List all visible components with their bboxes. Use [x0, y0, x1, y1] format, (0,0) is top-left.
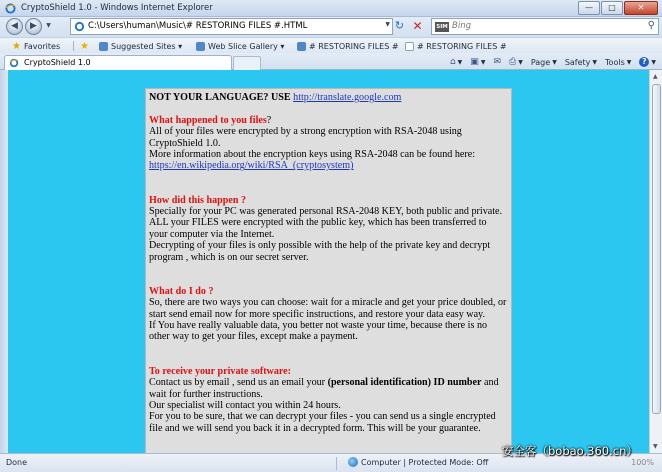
ie-logo-icon: [9, 58, 19, 68]
page-menu-label: Page: [530, 57, 551, 67]
page-icon: [405, 42, 414, 51]
page-content: [8, 70, 649, 453]
star-icon: ★: [12, 40, 21, 52]
paragraph: [149, 377, 507, 400]
search-box[interactable]: [431, 18, 659, 35]
paragraph-text: Contact us by email , send us an email your: [149, 377, 328, 389]
maximize-button[interactable]: □: [601, 1, 623, 15]
page-menu[interactable]: Page ▼: [530, 57, 557, 67]
paragraph: Our specialist will contact you within 24 hours.: [149, 399, 341, 411]
minimize-button[interactable]: —: [578, 1, 600, 15]
paragraph: Decrypting of your files is only possible with the help of the private key and decrypt program , which is on our secret server.: [149, 240, 491, 263]
mail-icon: ✉: [493, 57, 501, 67]
add-favorite-icon: ★: [80, 40, 89, 52]
heading-receive-software: To receive your private software:: [149, 365, 292, 377]
fav-item-suggested-sites[interactable]: [99, 40, 182, 52]
language-line: [149, 92, 507, 103]
address-url[interactable]: C:\Users\human\Music\# RESTORING FILES #.HTML: [88, 21, 308, 31]
feeds-icon: ▣: [470, 57, 479, 67]
scroll-down-icon[interactable]: ▼: [653, 443, 658, 450]
ransom-note: [145, 88, 512, 453]
favorites-bar: [0, 37, 662, 53]
status-text: Done: [6, 458, 28, 467]
window-controls: [578, 1, 658, 15]
home-icon: ⌂: [449, 57, 456, 67]
help-button[interactable]: ? ▼: [639, 57, 656, 67]
title-bar: [0, 0, 662, 17]
zone-label: Computer | Protected Mode: Off: [361, 457, 489, 467]
search-input[interactable]: Bing: [452, 21, 471, 31]
back-button[interactable]: ◀: [6, 18, 23, 35]
paragraph: So, there are two ways you can choose: wait for a miracle and get your price doubled, or start send email now for more specific instructions, and restore your data easy way.: [149, 297, 507, 320]
print-button[interactable]: ⎙ ▼: [508, 57, 523, 67]
ie-logo-icon: [5, 3, 16, 14]
paragraph: If You have really valuable data, you better not waste your time, because there is no other way to get your files, except make a payment.: [149, 320, 488, 343]
site-icon: [196, 42, 205, 51]
stop-button[interactable]: ✕: [412, 19, 423, 33]
favorites-button[interactable]: [12, 40, 60, 52]
page-icon: [74, 21, 85, 32]
mail-button[interactable]: [493, 57, 501, 67]
tab-row: [0, 53, 662, 70]
safety-menu[interactable]: Safety ▼: [564, 57, 598, 67]
section-heading: [149, 115, 507, 126]
add-favorite-button[interactable]: [80, 40, 89, 52]
security-zone[interactable]: [348, 457, 488, 467]
recent-pages-dropdown[interactable]: ▼: [46, 22, 51, 29]
fav-item-web-slice-gallery[interactable]: [196, 40, 284, 52]
paragraph: [149, 149, 507, 172]
scrollbar-thumb[interactable]: [652, 84, 661, 414]
wikipedia-link[interactable]: https://en.wikipedia.org/wiki/RSA_(cryptosystem): [149, 160, 354, 172]
address-row: [0, 17, 662, 37]
print-icon: ⎙: [508, 57, 517, 67]
tools-menu-label: Tools: [605, 57, 625, 67]
computer-zone-icon: [348, 457, 358, 467]
fav-item-label: Web Slice Gallery ▾: [208, 41, 285, 51]
help-icon: ?: [639, 57, 649, 67]
tab-cryptoshield[interactable]: [4, 55, 232, 70]
heading-how-did-this-happen: How did this happen ?: [149, 194, 247, 206]
fav-item-restoring-1[interactable]: [297, 40, 399, 52]
scroll-up-icon[interactable]: ▲: [653, 73, 658, 80]
zoom-level[interactable]: 100%: [631, 458, 654, 467]
fav-item-label: # RESTORING FILES #: [309, 41, 399, 51]
window-title: CryptoShield 1.0 - Windows Internet Explorer: [21, 3, 213, 13]
site-icon: [99, 42, 108, 51]
paragraph: For you to be sure, that we can decrypt your files - you can send us a single encrypted file and we will send you back it in a decrypted form. This will be your guarantee.: [149, 411, 496, 434]
vertical-scrollbar[interactable]: [649, 70, 662, 453]
address-dropdown-icon[interactable]: ▼: [385, 21, 390, 28]
safety-menu-label: Safety: [564, 57, 591, 67]
heading-what-do-i-do: What do I do ?: [149, 285, 214, 297]
refresh-button[interactable]: ↻: [394, 19, 405, 32]
address-bar[interactable]: [70, 18, 393, 35]
home-button[interactable]: ⌂ ▼: [449, 57, 463, 67]
paragraph: ALL your FILES were encrypted with the public key, which has been transferred to your computer via the Internet.: [149, 217, 487, 240]
paragraph-text: and wait for further instructions.: [149, 377, 499, 400]
tools-menu[interactable]: Tools ▼: [605, 57, 632, 67]
search-icon[interactable]: ⚲: [647, 20, 655, 31]
fav-item-restoring-2[interactable]: [405, 40, 507, 52]
feeds-button[interactable]: ▣ ▼: [470, 57, 486, 67]
heading-question-mark: ?: [266, 114, 272, 126]
site-icon: [297, 42, 306, 51]
search-provider-logo: SIM: [436, 24, 448, 30]
paragraph: All of your files were encrypted by a strong encryption with RSA-2048 using CryptoShield 1.0.: [149, 126, 462, 149]
new-tab-button[interactable]: [233, 56, 261, 70]
favorites-label: Favorites: [23, 41, 61, 51]
command-bar: [450, 56, 656, 68]
watermark-text: 安全客（bobao.360.cn）: [502, 444, 638, 458]
forward-button[interactable]: ▶: [25, 18, 42, 35]
paragraph-text: More information about the encryption keys using RSA-2048 can be found here:: [149, 149, 476, 161]
fav-item-label: # RESTORING FILES #: [417, 41, 507, 51]
heading-what-happened: What happened to you files: [149, 114, 267, 126]
fav-item-label: Suggested Sites ▾: [111, 41, 183, 51]
id-number-text: (personal identification) ID number: [327, 377, 482, 389]
paragraph: Specially for your PC was generated personal RSA-2048 KEY, both public and private.: [149, 206, 503, 218]
language-prompt: NOT YOUR LANGUAGE? USE: [149, 92, 294, 103]
window-frame-left: [0, 70, 8, 453]
tab-label: CryptoShield 1.0: [24, 58, 91, 67]
close-button[interactable]: ✕: [624, 1, 658, 15]
translate-link[interactable]: http://translate.google.com: [293, 92, 402, 103]
